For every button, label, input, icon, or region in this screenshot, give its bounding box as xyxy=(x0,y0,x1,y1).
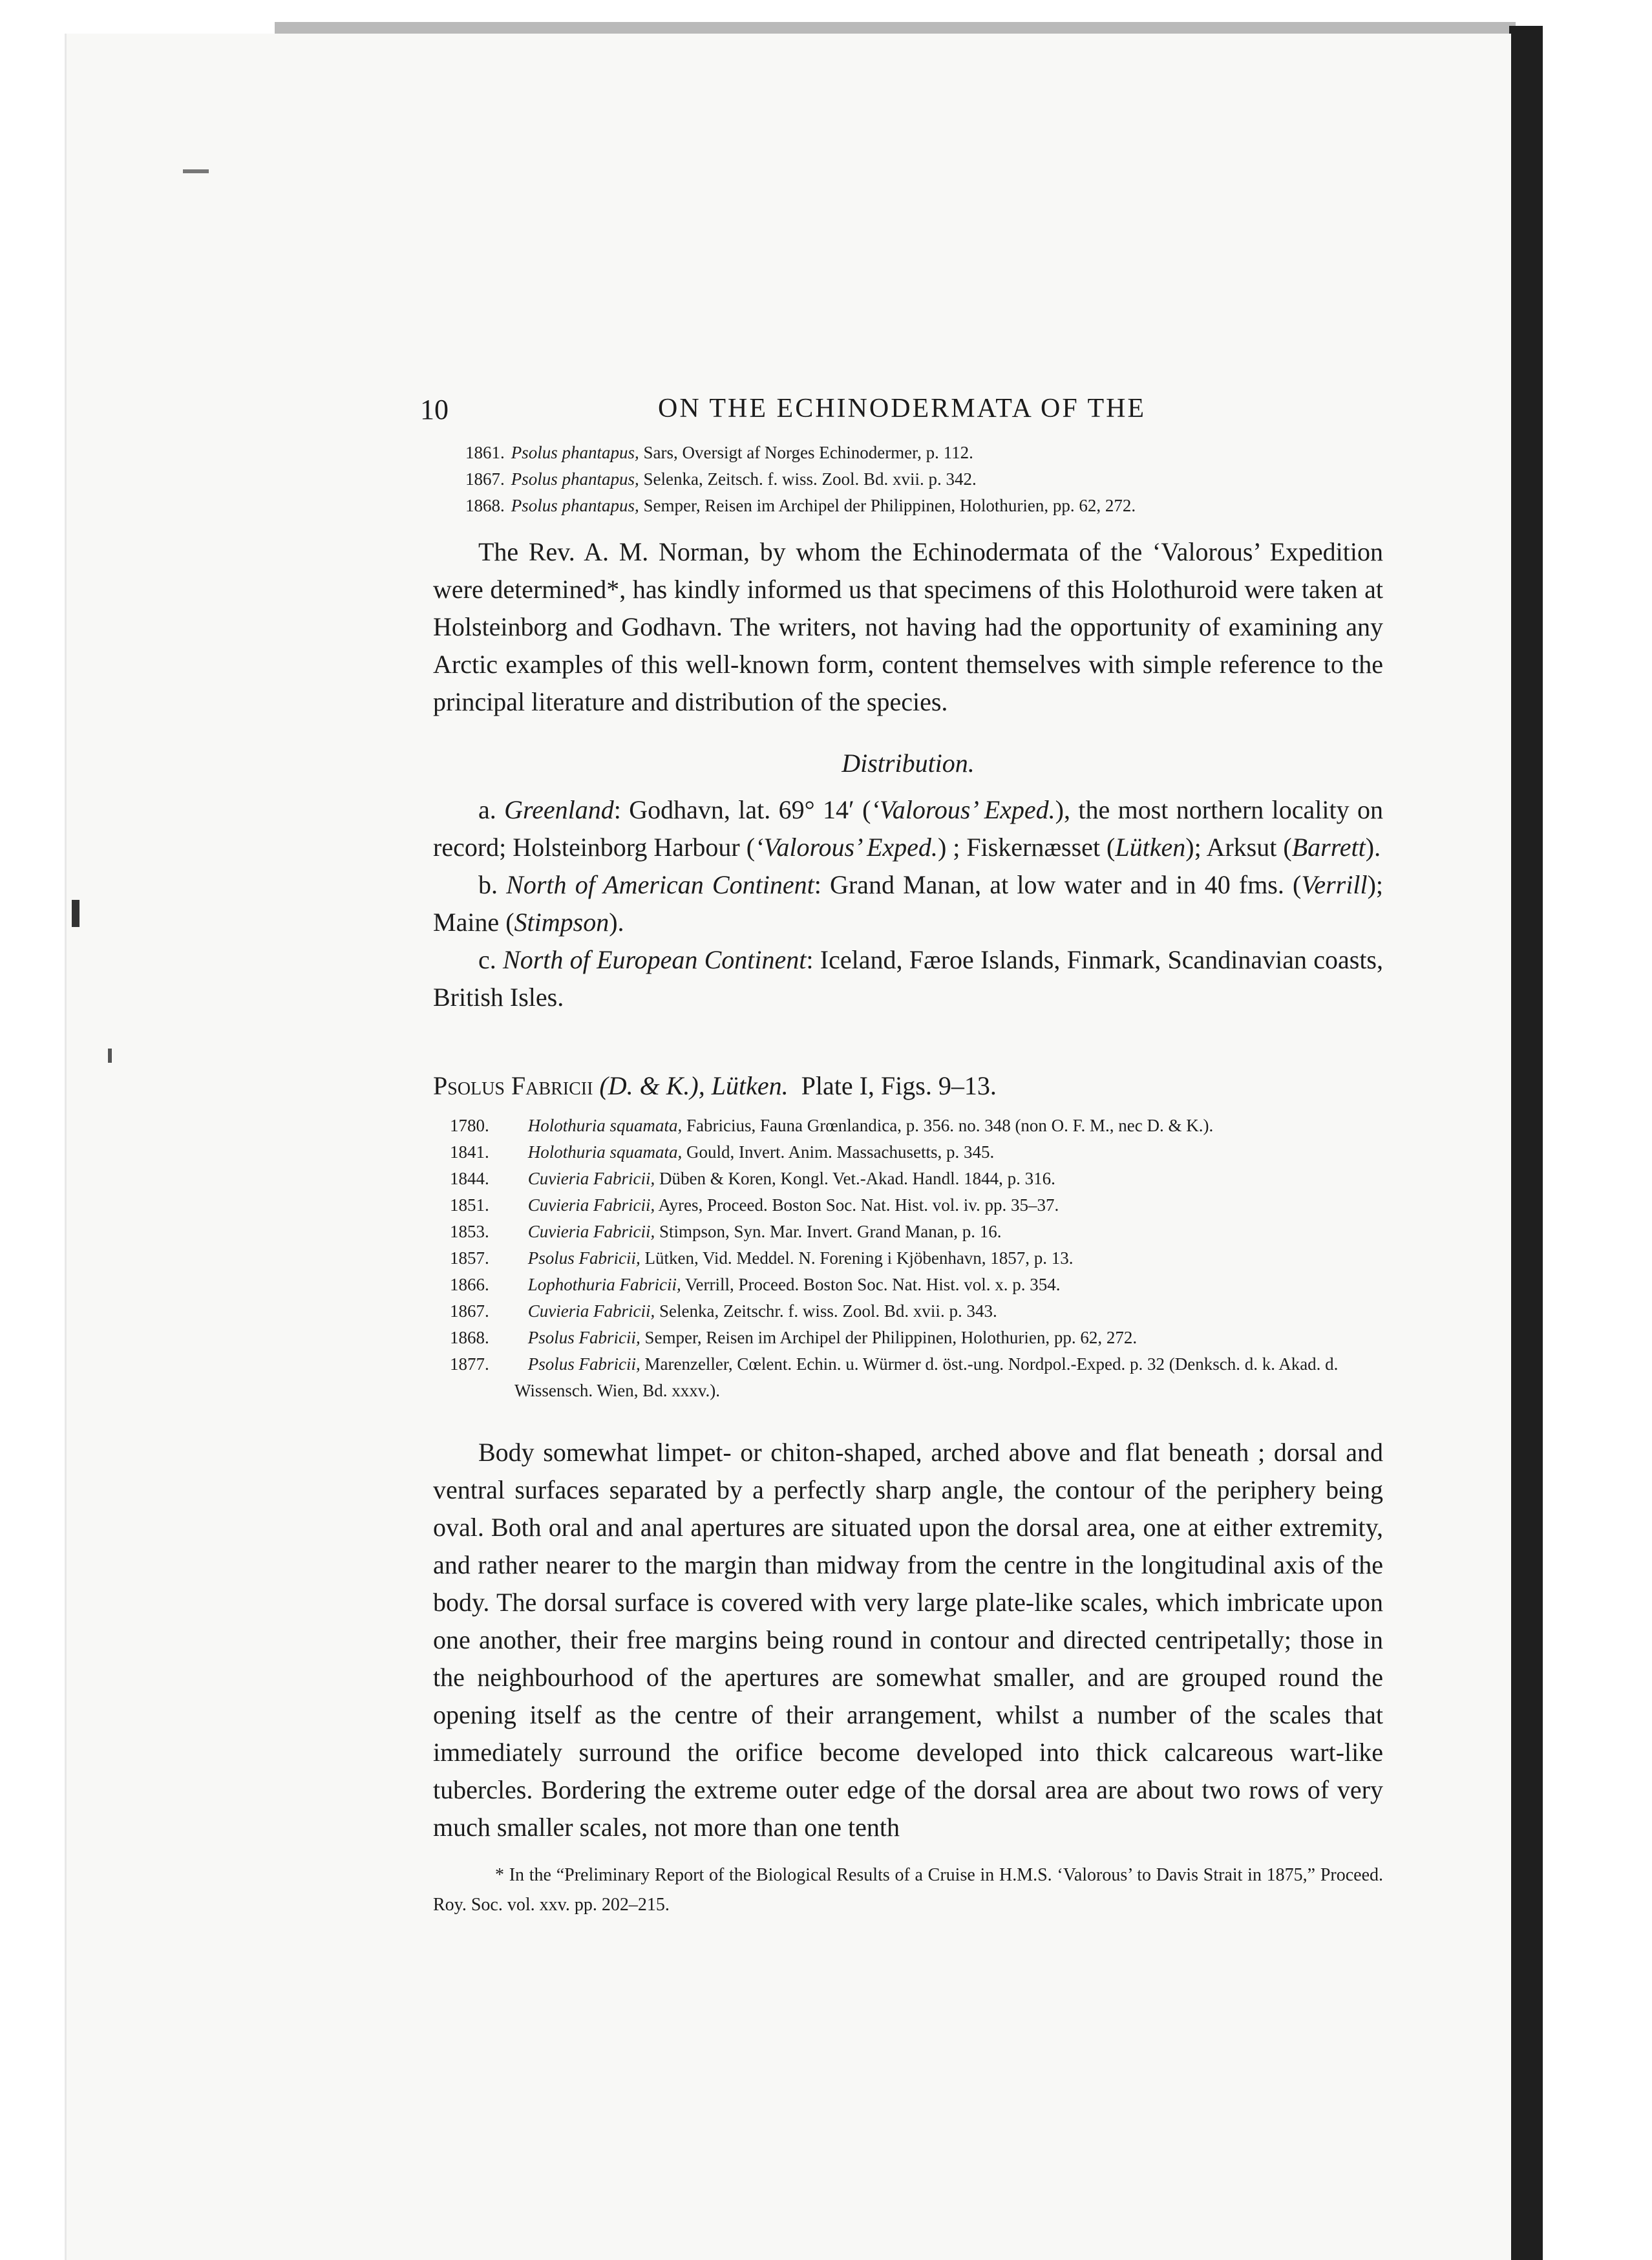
reference-entry: 1851. Cuvieria Fabricii, Ayres, Proceed. Boston Soc. Nat. Hist. vol. iv. pp. 35–37. xyxy=(450,1195,1059,1215)
reference-entry: 1867. Cuvieria Fabricii, Selenka, Zeitschr. f. wiss. Zool. Bd. xvii. p. 343. xyxy=(450,1301,997,1321)
page-number: 10 xyxy=(420,394,449,425)
reference-entry: 1861. Psolus phantapus, Sars, Oversigt af Norges Echinodermer, p. 112. xyxy=(465,443,973,462)
reference-entry: 1867. Psolus phantapus, Selenka, Zeitsch. f. wiss. Zool. Bd. xvii. p. 342. xyxy=(465,469,977,489)
distribution-c: c. North of European Continent: Iceland, Færoe Islands, Finmark, Scandinavian coasts, British Isles. xyxy=(433,945,1384,1012)
page-content xyxy=(420,393,1384,1920)
paragraph-description: Body somewhat limpet- or chiton-shaped, arched above and flat beneath ; dorsal and ventral surfaces separated by a perfectly sharp angle, the contour of the periphery being oval. Both oral and anal apertures are situated upon the dorsal area, one at either extremity, and rather nearer to the margin than midway from the centre in the longitudinal axis of the body. The dorsal surface is covered with very large plate-like scales, which imbricate upon one another, their free margins being round in contour and directed centripetally; those in the neighbourhood of the apertures are somewhat smaller, and are grouped round the opening itself as the centre of their arrangement, whilst a number of the scales that immediately surround the orifice become developed into thick calcareous wart-like tubercles. Bordering the extreme outer edge of the dorsal area are about two rows of very much smaller scales, not more than one tenth xyxy=(433,1438,1383,1842)
reference-entry: 1841. Holothuria squamata, Gould, Invert. Anim. Massachusetts, p. 345. xyxy=(450,1142,995,1162)
reference-entry: 1868. Psolus phantapus, Semper, Reisen im Archipel der Philippinen, Holothurien, pp. 62, 272. xyxy=(465,496,1136,515)
reference-entry: 1866. Lophothuria Fabricii, Verrill, Proceed. Boston Soc. Nat. Hist. vol. x. p. 354. xyxy=(450,1275,1061,1294)
reference-entry: 1857. Psolus Fabricii, Lütken, Vid. Meddel. N. Forening i Kjöbenhavn, 1857, p. 13. xyxy=(450,1248,1074,1268)
reference-entry: 1868. Psolus Fabricii, Semper, Reisen im Archipel der Philippinen, Holothurien, pp. 62, 272. xyxy=(450,1328,1138,1347)
scan-speck xyxy=(72,900,79,927)
scan-edge-right xyxy=(1509,26,1543,2260)
paragraph-norman: The Rev. A. M. Norman, by whom the Echinodermata of the ‘Valorous’ Expedition were determined*, has kindly informed us that specimens of this Holothuroid were taken at Holsteinborg and Godhavn. The writers, not having had the opportunity of examining any Arctic examples of this well-known form, content themselves with simple reference to the principal literature and distribution of the species. xyxy=(433,537,1383,716)
reference-entry: 1853. Cuvieria Fabricii, Stimpson, Syn. Mar. Invert. Grand Manan, p. 16. xyxy=(450,1222,1002,1241)
scan-edge-top xyxy=(275,22,1516,34)
species-heading: Psolus Fabricii (D. & K.), Lütken. Plate I, Figs. 9–13. xyxy=(433,1071,997,1100)
footnote: * In the “Preliminary Report of the Biological Results of a Cruise in H.M.S. ‘Valorous’ to Davis Strait in 1875,” Proceed. Roy. Soc. vol. xxv. pp. 202–215. xyxy=(433,1865,1383,1915)
scan-speck xyxy=(108,1049,112,1063)
page-header xyxy=(420,393,1383,434)
reference-entry: 1844. Cuvieria Fabricii, Düben & Koren, Kongl. Vet.-Akad. Handl. 1844, p. 316. xyxy=(450,1169,1055,1188)
distribution-a: a. Greenland: Godhavn, lat. 69° 14′ (‘Valorous’ Exped.), the most northern locality on record; Holsteinborg Harbour (‘Valorous’ Exped.) ; Fiskernæsset (Lütken); Arksut (Barrett). xyxy=(433,795,1383,862)
reference-entry: 1877. Psolus Fabricii, Marenzeller, Cœlent. Echin. u. Würmer d. öst.-ung. Nordpol.-Exped. p. 32 (Denksch. d. k. Akad. d. Wissensch. Wien, Bd. xxxv.). xyxy=(450,1354,1339,1400)
reference-list-top xyxy=(433,440,1383,519)
distribution-heading: Distribution. xyxy=(842,749,975,778)
reference-entry: 1780. Holothuria squamata, Fabricius, Fauna Grœnlandica, p. 356. no. 348 (non O. F. M., nec D. & K.). xyxy=(450,1116,1214,1135)
scan-speck xyxy=(183,169,209,173)
reference-list-species xyxy=(433,1113,1383,1404)
distribution-b: b. North of American Continent: Grand Manan, at low water and in 40 fms. (Verrill); Maine (Stimpson). xyxy=(433,870,1384,937)
running-title: ON THE ECHINODERMATA OF THE xyxy=(658,394,1147,423)
